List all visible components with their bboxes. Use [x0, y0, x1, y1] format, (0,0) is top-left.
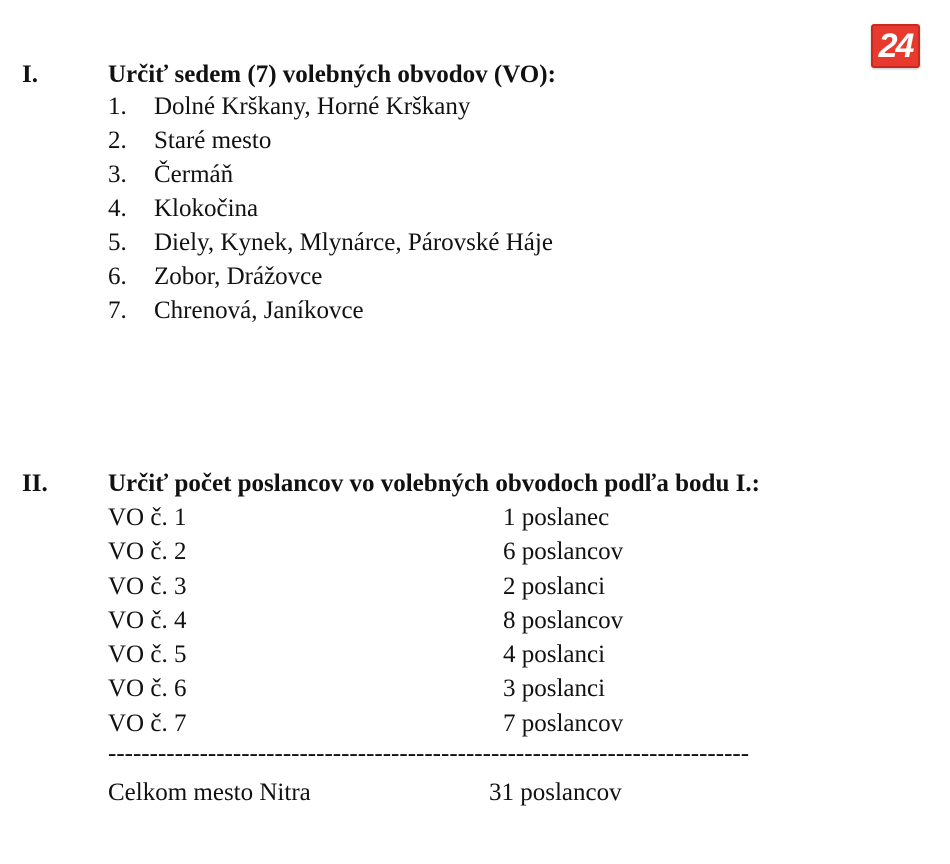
- row-value: 4 poslanci: [503, 641, 606, 669]
- section-1-numeral: I.: [22, 61, 38, 88]
- list-item-text: Diely, Kynek, Mlynárce, Párovské Háje: [154, 229, 553, 256]
- row-value: 1 poslanec: [503, 504, 610, 531]
- list-item: [108, 294, 553, 328]
- list-item-text: Zobor, Drážovce: [154, 263, 323, 290]
- row-value: 6 poslancov: [503, 538, 624, 566]
- row-label: VO č. 1: [108, 504, 187, 531]
- list-item-number: 3.: [108, 161, 127, 188]
- list-item: [108, 158, 553, 192]
- list-item-number: 1.: [108, 93, 127, 120]
- row-label: VO č. 4: [108, 606, 187, 634]
- list-item-text: Klokočina: [154, 195, 259, 222]
- logo-text: 24: [878, 27, 913, 65]
- list-item-text: Staré mesto: [154, 127, 272, 154]
- row-label: VO č. 3: [108, 572, 187, 600]
- total-value: 31 poslancov: [489, 779, 622, 806]
- list-item: [108, 90, 553, 124]
- list-item-text: Čermáň: [154, 161, 234, 188]
- list-item: [108, 124, 553, 158]
- list-item-text: Chrenová, Janíkovce: [154, 297, 364, 324]
- row-label: VO č. 5: [108, 641, 187, 669]
- list-item-number: 5.: [108, 229, 127, 256]
- list-item-text: Dolné Krškany, Horné Krškany: [154, 93, 471, 120]
- section-2-heading: Určiť počet poslancov vo volebných obvodoch podľa bodu I.:: [108, 470, 760, 497]
- list-item-number: 2.: [108, 127, 127, 154]
- list-item-number: 6.: [108, 263, 127, 290]
- list-item: [108, 192, 553, 226]
- total-row: [108, 776, 808, 810]
- district-list: [108, 90, 553, 328]
- row-value: 2 poslanci: [503, 572, 606, 600]
- row-label: VO č. 6: [108, 675, 187, 703]
- list-item: [108, 260, 553, 294]
- section-1-heading: Určiť sedem (7) volebných obvodov (VO):: [108, 61, 556, 88]
- row-value: 7 poslancov: [503, 709, 624, 737]
- site-logo: [871, 24, 920, 68]
- total-label: Celkom mesto Nitra: [108, 779, 311, 806]
- dashed-divider: -----------------------------------------------------------------------------: [108, 744, 750, 764]
- row-value: 3 poslanci: [503, 675, 606, 703]
- row-label: VO č. 2: [108, 538, 187, 566]
- list-item: [108, 226, 553, 260]
- list-item-number: 4.: [108, 195, 127, 222]
- section-2-numeral: II.: [22, 470, 48, 497]
- list-item-number: 7.: [108, 297, 127, 324]
- row-label: VO č. 7: [108, 709, 187, 737]
- row-value: 8 poslancov: [503, 606, 624, 634]
